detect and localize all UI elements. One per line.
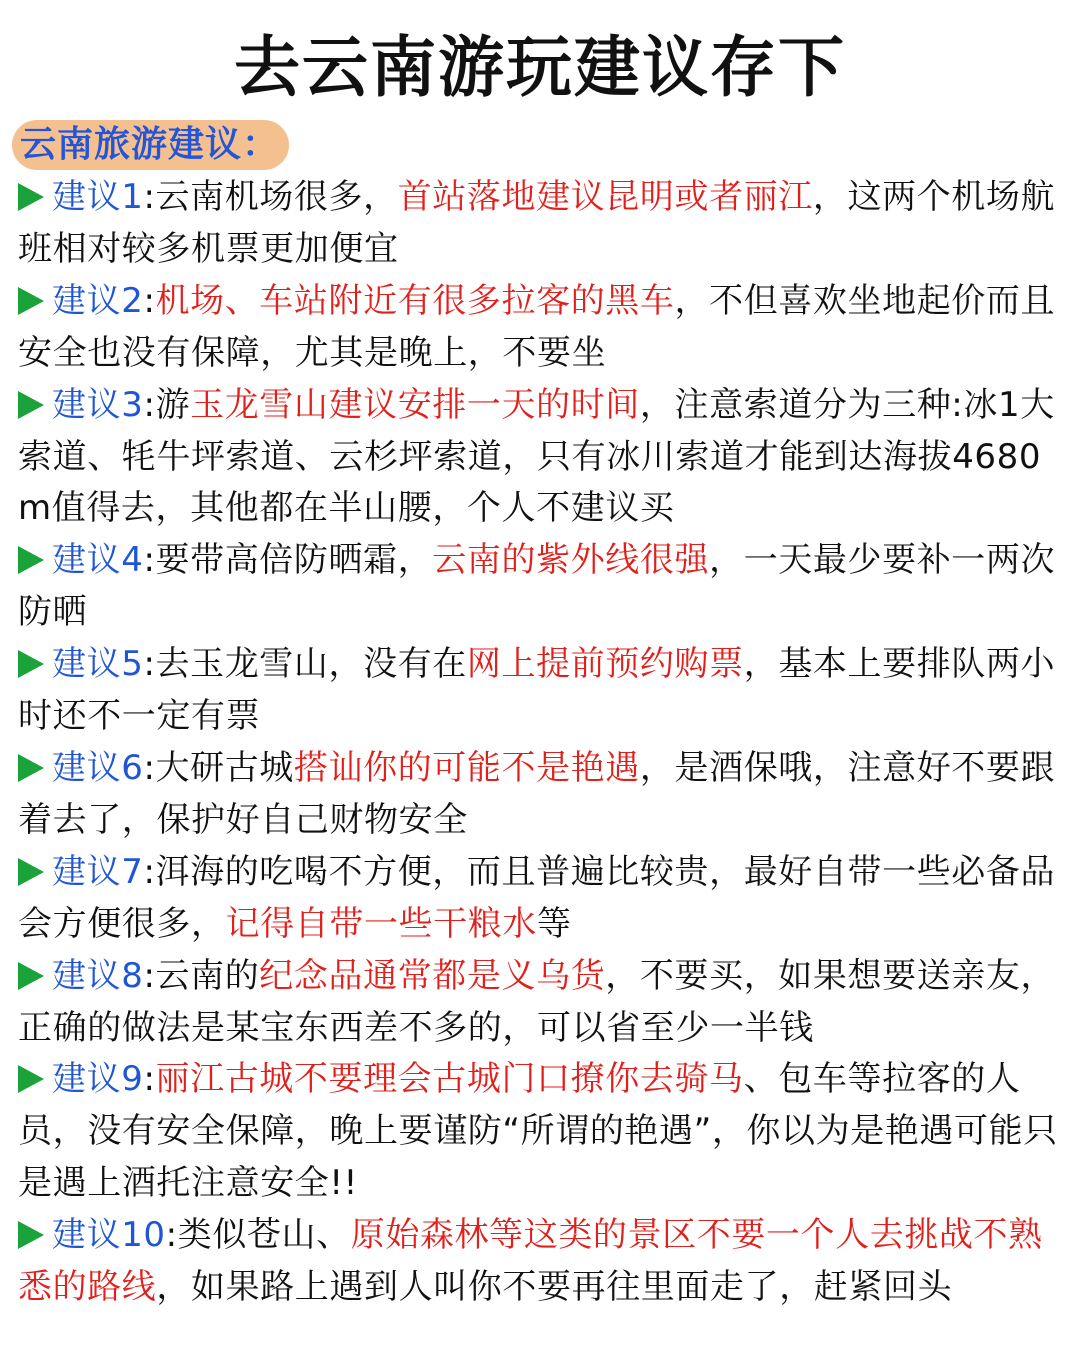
tip-label: 建议6 xyxy=(52,747,144,788)
tip-highlight: 云南的紫外线很强 xyxy=(432,540,710,581)
tip-highlight: 机场、车站附近有很多拉客的黑车 xyxy=(155,280,675,321)
tips-list xyxy=(18,172,1070,1314)
tip-text: 等 xyxy=(537,903,572,944)
section-header: 云南旅游建议： xyxy=(12,120,289,170)
tip-text: :去玉龙雪山，没有在 xyxy=(143,644,467,685)
tip-text: ，注意索道分为三种:冰1大索道、牦牛坪索道、云杉坪索道，只有冰川索道才能到达海拔4680m值得去，其他都在半山腰，个人不建议买 xyxy=(18,384,1055,529)
tip-text: ，这两个机场航班相对较多机票更加便宜 xyxy=(18,177,1056,269)
tip-text: 、包车等拉客的人员，没有安全保障，晚上要谨防“所谓的艳遇”，你以为是艳遇可能只是遇上酒托注意安全!! xyxy=(18,1059,1058,1204)
tip-item xyxy=(18,639,1070,743)
tip-text: :云南的 xyxy=(143,955,260,996)
tip-highlight: 网上提前预约购票 xyxy=(466,644,744,685)
tip-label: 建议5 xyxy=(52,644,144,685)
tip-highlight: 记得自带一些干粮水 xyxy=(225,903,538,944)
tip-item xyxy=(18,172,1070,276)
tip-text: :游 xyxy=(143,384,191,425)
page-title: 去云南游玩建议存下 xyxy=(234,29,846,106)
tip-highlight: 纪念品通常都是义乌货 xyxy=(259,955,606,996)
tip-item xyxy=(18,1210,1070,1314)
play-arrow-icon xyxy=(18,650,44,678)
tip-text: :洱海的吃喝不方便，而且普遍比较贵，最好自带一些必备品会方便很多， xyxy=(18,851,1056,944)
tip-text: ，是酒保哦，注意好不要跟着去了，保护好自己财物安全 xyxy=(18,747,1056,840)
tip-highlight: 搭讪你的可能不是艳遇 xyxy=(293,747,640,788)
tip-text: ，一天最少要补一两次防晒 xyxy=(18,540,1056,633)
tip-label: 建议8 xyxy=(52,955,144,996)
tip-text: :要带高倍防晒霜， xyxy=(143,540,433,581)
tip-highlight: 原始森林等这类的景区不要一个人去挑战不熟悉的路线 xyxy=(18,1215,1043,1308)
play-arrow-icon xyxy=(18,754,44,782)
tip-item xyxy=(18,743,1070,847)
play-arrow-icon xyxy=(18,287,44,315)
tip-text: :类似苍山、 xyxy=(165,1215,351,1256)
play-arrow-icon xyxy=(18,858,44,886)
tip-item xyxy=(18,951,1070,1055)
tip-label: 建议2 xyxy=(52,280,144,321)
play-arrow-icon xyxy=(18,546,44,574)
tip-text: :大研古城 xyxy=(143,747,294,788)
tip-text: :云南机场很多， xyxy=(143,177,398,217)
play-arrow-icon xyxy=(18,183,44,211)
tip-text: ，不但喜欢坐地起价而且安全也没有保障，尤其是晚上，不要坐 xyxy=(18,280,1056,373)
tip-label: 建议10 xyxy=(52,1215,166,1256)
tip-text: ，基本上要排队两小时还不一定有票 xyxy=(18,644,1056,737)
tip-text: : xyxy=(143,1059,156,1100)
tip-highlight: 首站落地建议昆明或者丽江 xyxy=(397,177,813,217)
tip-text: : xyxy=(143,280,156,321)
tip-label: 建议4 xyxy=(52,540,144,581)
tip-text: ，不要买，如果想要送亲友，正确的做法是某宝东西差不多的，可以省至少一半钱 xyxy=(18,955,1056,1048)
tip-label: 建议1 xyxy=(52,177,144,217)
tip-item xyxy=(18,535,1070,639)
tip-item xyxy=(18,847,1070,951)
play-arrow-icon xyxy=(18,391,44,419)
play-arrow-icon xyxy=(18,1221,44,1249)
play-arrow-icon xyxy=(18,1065,44,1093)
play-arrow-icon xyxy=(18,962,44,990)
tip-label: 建议9 xyxy=(52,1059,144,1100)
tip-item xyxy=(18,276,1070,380)
tip-item xyxy=(18,380,1070,536)
tip-highlight: 丽江古城不要理会古城门口撩你去骑马 xyxy=(155,1059,744,1100)
tip-text: ，如果路上遇到人叫你不要再往里面走了，赶紧回头 xyxy=(156,1267,953,1308)
tip-label: 建议7 xyxy=(52,851,144,892)
tip-item xyxy=(18,1054,1070,1210)
tip-label: 建议3 xyxy=(52,384,144,425)
tip-highlight: 玉龙雪山建议安排一天的时间 xyxy=(190,384,640,425)
